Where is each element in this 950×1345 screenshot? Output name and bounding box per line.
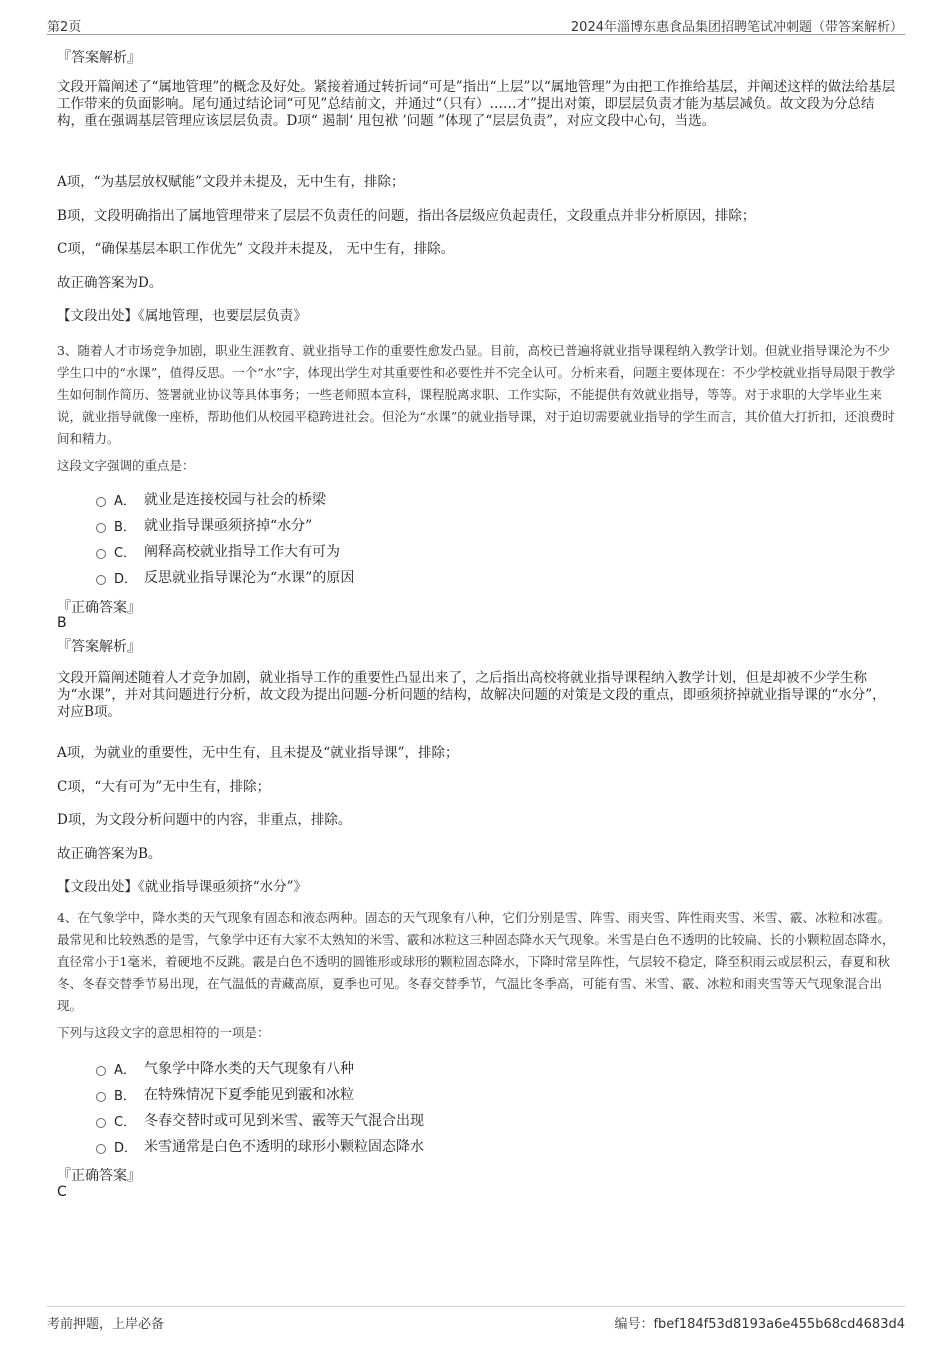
footer-code: fbef184f53d8193a6e455b68cd4683d4 — [653, 1317, 905, 1332]
q2-analysis-tag: 『答案解析』 — [57, 50, 141, 66]
q3-option-b[interactable] — [96, 515, 312, 535]
radio-icon[interactable] — [96, 1144, 106, 1154]
page-number: 第2页 — [47, 20, 82, 35]
q4-answer: C — [57, 1184, 67, 1200]
footer-code-label: 编号： — [614, 1317, 654, 1332]
radio-icon[interactable] — [96, 1066, 106, 1076]
option-text: 阐释高校就业指导工作大有可为 — [144, 544, 340, 560]
q4-prompt: 下列与这段文字的意思相符的一项是： — [57, 1025, 270, 1040]
footer-code-block — [614, 1313, 905, 1332]
radio-icon[interactable] — [96, 1118, 106, 1128]
document-title: 2024年淄博东惠食品集团招聘笔试冲刺题（带答案解析） — [570, 20, 903, 35]
q4-option-b[interactable] — [96, 1084, 354, 1104]
radio-icon[interactable] — [96, 549, 106, 559]
page-footer — [47, 1306, 905, 1331]
q3-prompt: 这段文字强调的重点是： — [57, 458, 195, 473]
q4-option-a[interactable] — [96, 1058, 354, 1078]
q2-analysis-option-a: A项，“为基层放权赋能”文段并未提及，无中生有，排除； — [57, 174, 405, 190]
q3-source: 【文段出处】《就业指导课亟须挤“水分”》 — [57, 879, 308, 895]
q3-option-d[interactable] — [96, 567, 354, 587]
q3-analysis-tag: 『答案解析』 — [57, 639, 141, 655]
option-letter: B． — [114, 1088, 136, 1104]
footer-slogan: 考前押题，上岸必备 — [47, 1317, 165, 1332]
q3-analysis-option-d: D项，为文段分析问题中的内容，非重点，排除。 — [57, 812, 352, 828]
q2-analysis-text: 文段开篇阐述了“属地管理”的概念及好处。紧接着通过转折词“可是”指出“上层”以“属地管理”为由把工作推给基层，并阐述这样的做法给基层工作带来的负面影响。尾句通过结论词“可见”总结前文，并通过“（只有）……才”提出对策，即层层负责才能为基层减负。故文段为分总结构，重在强调基层管理应该层层负责。D项“ 遏制‘ 甩包袱 ’问题 ”体现了“层层负责”，对应文段中心句，当选。 — [57, 79, 896, 129]
option-letter: C． — [114, 1114, 137, 1130]
q4-option-c[interactable] — [96, 1110, 424, 1130]
q4-option-d[interactable] — [96, 1136, 424, 1156]
radio-icon[interactable] — [96, 575, 106, 585]
option-letter: A． — [114, 1062, 136, 1078]
q3-final-answer-line: 故正确答案为B。 — [57, 846, 162, 862]
q3-answer: B — [57, 615, 67, 631]
q4-answer-tag: 『正确答案』 — [57, 1168, 141, 1184]
option-letter: A． — [114, 493, 136, 509]
radio-icon[interactable] — [96, 497, 106, 507]
radio-icon[interactable] — [96, 1092, 106, 1102]
option-text: 就业是连接校园与社会的桥梁 — [144, 492, 326, 508]
option-text: 在特殊情况下夏季能见到霰和冰粒 — [144, 1087, 354, 1103]
option-letter: C． — [114, 545, 137, 561]
option-text: 米雪通常是白色不透明的球形小颗粒固态降水 — [144, 1139, 424, 1155]
option-text: 气象学中降水类的天气现象有八种 — [144, 1061, 354, 1077]
page-header — [47, 14, 905, 35]
option-letter: D． — [114, 1140, 138, 1156]
option-text: 反思就业指导课沦为“水课”的原因 — [144, 570, 355, 586]
q3-question-text: 3、随着人才市场竞争加剧，职业生涯教育、就业指导工作的重要性愈发凸显。目前，高校已普遍将就业指导课程纳入教学计划。但就业指导课沦为不少学生口中的“水课”，值得反思。一个“水”字，体现出学生对其重要性和必要性并不完全认可。分析来看，问题主要体现在：不少学校就业指导局限于教学生如何制作简历、签署就业协议等具体事务；一些老师照本宣科，课程脱离求职、工作实际，不能提供有效就业指导，等等。对于求职的大学毕业生来说，就业指导就像一座桥，帮助他们从校园平稳跨进社会。但沦为“水课”的就业指导课，对于迫切需要就业指导的学生而言，其价值大打折扣，还浪费时间和精力。 — [57, 343, 896, 446]
option-text: 冬春交替时或可见到米雪、霰等天气混合出现 — [144, 1113, 424, 1129]
option-letter: D． — [114, 571, 138, 587]
radio-icon[interactable] — [96, 523, 106, 533]
q3-option-c[interactable] — [96, 541, 340, 561]
q3-analysis-option-c: C项，“大有可为”无中生有，排除； — [57, 779, 271, 795]
q2-analysis-option-b: B项，文段明确指出了属地管理带来了层层不负责任的问题，指出各层级应负起责任，文段重点并非分析原因，排除； — [57, 208, 756, 224]
option-letter: B． — [114, 519, 136, 535]
q3-analysis-text: 文段开篇阐述随着人才竞争加剧，就业指导工作的重要性凸显出来了，之后指出高校将就业指导课程纳入教学计划，但是却被不少学生称为“水课”，并对其问题进行分析，故文段为提出问题-分析问题的结构，故解决问题的对策是文段的重点，即亟须挤掉就业指导课的“水分”，对应B项。 — [57, 670, 886, 720]
q2-analysis-option-c: C项，“确保基层本职工作优先” 文段并未提及， 无中生有，排除。 — [57, 241, 455, 257]
q2-source: 【文段出处】《属地管理，也要层层负责》 — [57, 308, 307, 324]
q3-analysis-option-a: A项，为就业的重要性，无中生有，且未提及“就业指导课”，排除； — [57, 745, 459, 761]
q2-final-answer-line: 故正确答案为D。 — [57, 275, 163, 291]
q3-answer-tag: 『正确答案』 — [57, 600, 141, 616]
q4-question-text: 4、在气象学中，降水类的天气现象有固态和液态两种。固态的天气现象有八种，它们分别是雪、阵雪、雨夹雪、阵性雨夹雪、米雪、霰、冰粒和冰雹。最常见和比较熟悉的是雪，气象学中还有大家不太熟知的米雪、霰和冰粒这三种固态降水天气现象。米雪是白色不透明的比较扁、长的小颗粒固态降水，直径常小于1毫米，着硬地不反跳。霰是白色不透明的圆锥形或球形的颗粒固态降水，下降时常呈阵性，气层较不稳定，降至积雨云或层积云，春夏和秋冬、冬春交替季节易出现，在气温低的青藏高原，夏季也可见。冬春交替季节，气温比冬季高，可能有雪、米雪、霰、冰粒和雨夹雪等天气现象混合出现。 — [57, 910, 895, 1013]
option-text: 就业指导课亟须挤掉“水分” — [144, 518, 313, 534]
q3-option-a[interactable] — [96, 489, 326, 509]
